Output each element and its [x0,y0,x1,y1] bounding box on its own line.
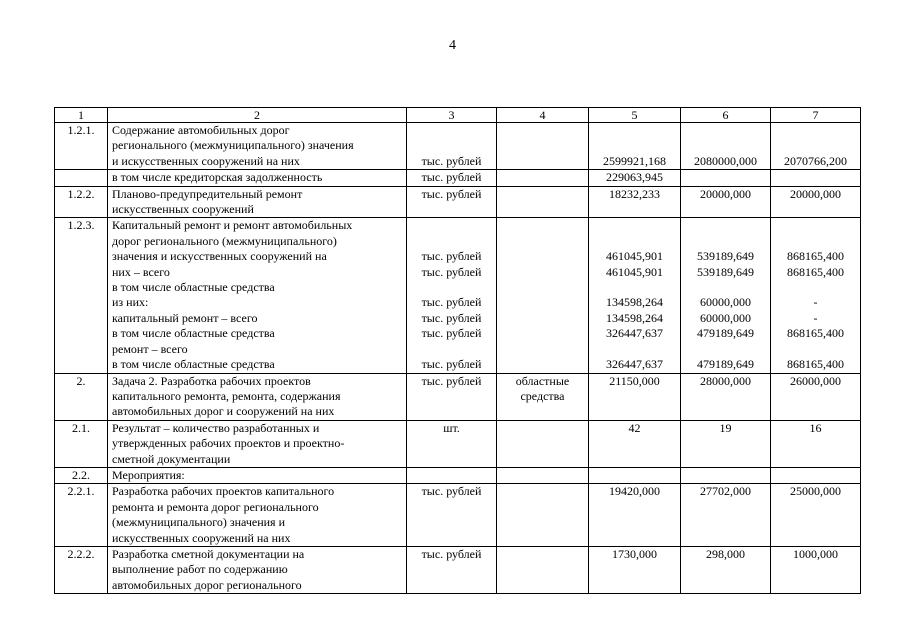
funding-source-cell [497,420,589,467]
cell-line [593,234,676,249]
cell-line [775,138,856,153]
unit-cell [407,467,497,483]
cell-line: Мероприятия: [112,467,185,482]
cell-line: тыс. рублей [421,170,482,185]
cell-line: дорог регионального (межмуниципального) [112,233,337,248]
cell-line: Разработка сметной документации на [112,546,305,561]
cell-line: утвержденных рабочих проектов и проектно- [112,436,345,451]
cell-line: Разработка рабочих проектов капитального [112,484,335,499]
cell-line: выполнение работ по содержанию [112,562,288,577]
table-row [55,373,861,420]
cell-line: 20000,000 [700,186,751,201]
table-row [55,218,861,373]
unit-cell [407,186,497,218]
value-col7-cell [771,170,861,186]
cell-line [775,280,856,295]
row-number-cell: 2.2.1. [55,484,108,547]
cell-line: 18232,233 [609,186,660,201]
item-name-cell [108,170,407,186]
cell-line: 539189,649 [697,249,754,264]
column-number-row [55,108,861,123]
item-name-cell [108,186,407,218]
cell-line [685,234,766,249]
column-number-header: 2 [108,108,407,123]
value-col6-cell [681,467,771,483]
cell-line: 868165,400 [787,249,844,264]
cell-line [685,218,766,233]
cell-line [593,280,676,295]
value-col7-cell [771,186,861,218]
cell-line [411,280,492,295]
cell-line: из них: [112,295,149,310]
value-col5-cell [589,467,681,483]
cell-line [775,234,856,249]
cell-line: 326447,637 [606,357,663,372]
value-col6-cell [681,218,771,373]
cell-line: тыс. рублей [421,249,482,264]
cell-line: ремонта и ремонта дорог регионального [112,499,319,514]
cell-line: 42 [628,420,641,435]
row-number-cell: 1.2.3. [55,218,108,373]
cell-line: ремонт – всего [112,341,188,356]
cell-line: 479189,649 [697,357,754,372]
value-col5-cell [589,546,681,593]
cell-line: 20000,000 [790,186,841,201]
value-col6-cell [681,186,771,218]
cell-line: 21150,000 [609,373,660,388]
cell-line: искусственных сооружений на них [112,530,291,545]
cell-line: средства [520,388,565,403]
cell-line [685,138,766,153]
cell-line: 539189,649 [697,264,754,279]
cell-line [775,123,856,138]
cell-line [411,218,492,233]
cell-line [411,138,492,153]
item-name-cell [108,484,407,547]
table-row [55,170,861,186]
value-col6-cell [681,373,771,420]
cell-line [775,218,856,233]
column-number-header: 3 [407,108,497,123]
cell-line: 134598,264 [606,295,663,310]
cell-line: шт. [443,420,460,435]
value-col7-cell [771,467,861,483]
table-row [55,467,861,483]
funding-source-cell [497,170,589,186]
cell-line [593,342,676,357]
item-name-cell [108,218,407,373]
cell-line: тыс. рублей [421,484,482,499]
cell-line: в том числе областные средства [112,357,275,372]
unit-cell [407,218,497,373]
table-row [55,186,861,218]
cell-line: - [813,295,818,310]
item-name-cell [108,467,407,483]
table-row [55,123,861,170]
value-col5-cell [589,170,681,186]
cell-line: 479189,649 [697,326,754,341]
value-col5-cell [589,218,681,373]
cell-line: регионального (межмуниципального) значения [112,138,354,153]
cell-line: областные [515,373,570,388]
cell-line: тыс. рублей [421,357,482,372]
row-number-cell: 2. [55,373,108,420]
cell-line: 2599921,168 [603,153,666,168]
value-col5-cell [589,373,681,420]
value-col7-cell [771,420,861,467]
value-col6-cell [681,123,771,170]
cell-line [593,123,676,138]
funding-source-cell [497,484,589,547]
cell-line: 1000,000 [793,546,838,561]
row-number-cell: 1.2.2. [55,186,108,218]
cell-line: 25000,000 [790,484,841,499]
row-number-cell [55,170,108,186]
item-name-cell [108,123,407,170]
cell-line: 868165,400 [787,326,844,341]
unit-cell [407,373,497,420]
column-number-header: 7 [771,108,861,123]
cell-line [593,218,676,233]
cell-line: Капитальный ремонт и ремонт автомобильных [112,218,353,233]
cell-line: искусственных сооружений [112,202,254,217]
cell-line: тыс. рублей [421,310,482,325]
cell-line: сметной документации [112,451,231,466]
cell-line: 19420,000 [609,484,660,499]
cell-line: 16 [809,420,822,435]
value-col6-cell [681,170,771,186]
unit-cell [407,420,497,467]
row-number-cell: 2.1. [55,420,108,467]
cell-line: 868165,400 [787,264,844,279]
cell-line: тыс. рублей [421,295,482,310]
value-col5-cell [589,420,681,467]
cell-line: в том числе областные средства [112,326,275,341]
funding-source-cell [497,546,589,593]
row-number-cell: 1.2.1. [55,123,108,170]
value-col7-cell [771,218,861,373]
cell-line: 27702,000 [700,484,751,499]
table-row [55,546,861,593]
value-col7-cell [771,546,861,593]
cell-line: автомобильных дорог и сооружений на них [112,404,335,419]
cell-line: в том числе областные средства [112,280,275,295]
value-col7-cell [771,373,861,420]
cell-line: Содержание автомобильных дорог [112,123,290,137]
cell-line [411,123,492,138]
cell-line: 2080000,000 [694,153,757,168]
item-name-cell [108,420,407,467]
cell-line: 298,000 [706,546,745,561]
value-col7-cell [771,123,861,170]
cell-line: значения и искусственных сооружений на [112,249,327,264]
cell-line: 19 [719,420,732,435]
value-col7-cell [771,484,861,547]
page-number: 4 [449,38,456,53]
cell-line: автомобильных дорог регионального [112,577,302,592]
funding-source-cell [497,186,589,218]
cell-line: тыс. рублей [421,153,482,168]
cell-line: Результат – количество разработанных и [112,420,320,435]
row-number-cell: 2.2.2. [55,546,108,593]
cell-line: тыс. рублей [421,546,482,561]
funding-source-cell [497,218,589,373]
cell-line: 26000,000 [790,373,841,388]
column-number-header: 5 [589,108,681,123]
data-table [54,107,861,594]
cell-line: 2070766,200 [784,153,847,168]
cell-line: 461045,901 [606,264,663,279]
cell-line: 134598,264 [606,310,663,325]
column-number-header: 4 [497,108,589,123]
cell-line: тыс. рублей [421,186,482,201]
table-row [55,484,861,547]
cell-line: 60000,000 [700,310,751,325]
value-col6-cell [681,484,771,547]
cell-line: и искусственных сооружений на них [112,153,300,168]
cell-line: в том числе кредиторская задолженность [112,170,323,185]
value-col5-cell [589,123,681,170]
cell-line: них – всего [112,264,170,279]
cell-line: 60000,000 [700,295,751,310]
unit-cell [407,484,497,547]
cell-line [411,234,492,249]
cell-line: тыс. рублей [421,373,482,388]
cell-line [685,280,766,295]
cell-line: капитальный ремонт – всего [112,310,258,325]
value-col6-cell [681,420,771,467]
item-name-cell [108,373,407,420]
cell-line: тыс. рублей [421,264,482,279]
cell-line: 28000,000 [700,373,751,388]
cell-line: Задача 2. Разработка рабочих проектов [112,373,311,388]
column-number-header: 1 [55,108,108,123]
cell-line [775,342,856,357]
unit-cell [407,123,497,170]
cell-line: 229063,945 [606,170,663,185]
unit-cell [407,546,497,593]
cell-line [411,342,492,357]
value-col5-cell [589,484,681,547]
cell-line: 868165,400 [787,357,844,372]
value-col6-cell [681,546,771,593]
cell-line: (межмуниципального) значения и [112,515,285,530]
funding-source-cell [497,467,589,483]
cell-line: 461045,901 [606,249,663,264]
item-name-cell [108,546,407,593]
column-number-header: 6 [681,108,771,123]
cell-line: 326447,637 [606,326,663,341]
cell-line [685,123,766,138]
value-col5-cell [589,186,681,218]
cell-line: тыс. рублей [421,326,482,341]
table-row [55,420,861,467]
cell-line [685,342,766,357]
cell-line: - [813,310,818,325]
cell-line: 1730,000 [612,546,657,561]
cell-line [593,138,676,153]
row-number-cell: 2.2. [55,467,108,483]
funding-source-cell [497,123,589,170]
cell-line: капитального ремонта, ремонта, содержания [112,388,341,403]
cell-line: Планово-предупредительный ремонт [112,186,303,201]
funding-source-cell [497,373,589,420]
unit-cell [407,170,497,186]
